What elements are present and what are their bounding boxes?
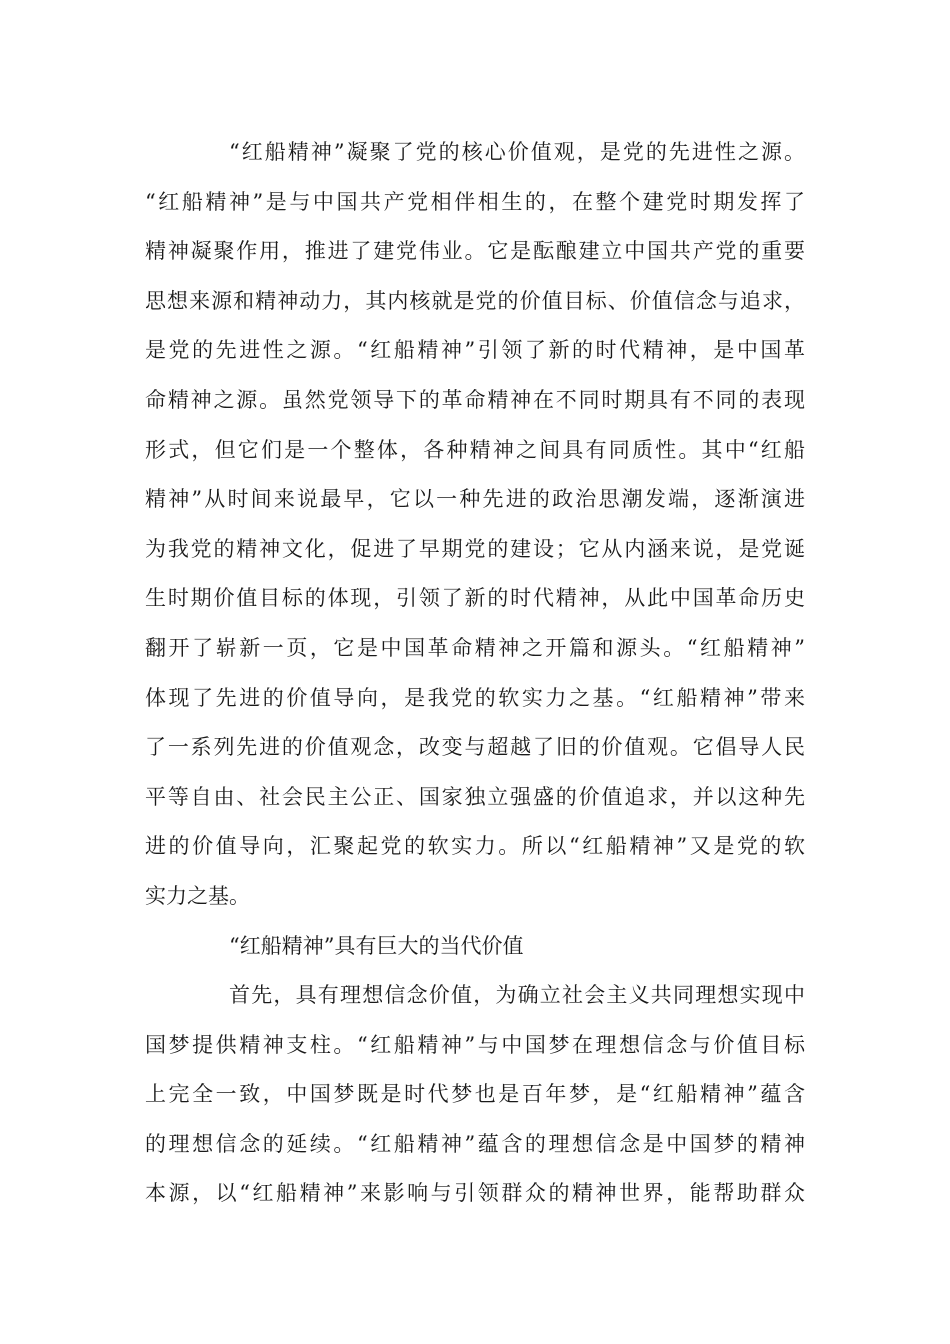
text-line: 命精神之源。虽然党领导下的革命精神在不同时期具有不同的表现 [145,387,805,412]
text-line: 上完全一致，中国梦既是时代梦也是百年梦，是“红船精神”蕴含 [145,1082,805,1107]
text-line: “红船精神”凝聚了党的核心价值观，是党的先进性之源。 [229,140,805,164]
text-line: “红船精神”是与中国共产党相伴相生的，在整个建党时期发挥了 [145,189,805,214]
text-line: 平等自由、社会民主公正、国家独立强盛的价值追求，并以这种先 [145,784,805,809]
text-line: 进的价值导向，汇聚起党的软实力。所以“红船精神”又是党的软 [145,834,805,859]
text-line: 的理想信念的延续。“红船精神”蕴含的理想信念是中国梦的精神 [145,1131,805,1156]
section-heading [145,922,805,972]
text-line: 实力之基。 [145,883,250,908]
text-line: 了一系列先进的价值观念，改变与超越了旧的价值观。它倡导人民 [145,735,805,760]
text-line: 为我党的精神文化，促进了早期党的建设；它从内涵来说，是党诞 [145,536,805,561]
text-line: 精神”从时间来说最早，它以一种先进的政治思潮发端，逐渐演进 [145,487,805,512]
document-body [145,128,805,1219]
text-line: 本源，以“红船精神”来影响与引领群众的精神世界，能帮助群众 [145,1181,805,1206]
text-line: 形式，但它们是一个整体，各种精神之间具有同质性。其中“红船 [145,437,805,462]
text-line: 思想来源和精神动力，其内核就是党的价值目标、价值信念与追求， [145,288,805,313]
heading-line: “红船精神”具有巨大的当代价值 [229,933,524,958]
text-line: 是党的先进性之源。“红船精神”引领了新的时代精神，是中国革 [145,338,805,363]
paragraph-ideals-value [145,971,805,1219]
text-line: 翻开了崭新一页，它是中国革命精神之开篇和源头。“红船精神” [145,635,805,660]
paragraph-red-boat-core-values [145,128,805,922]
text-line: 体现了先进的价值导向，是我党的软实力之基。“红船精神”带来 [145,685,805,710]
text-line: 精神凝聚作用，推进了建党伟业。它是酝酿建立中国共产党的重要 [145,239,805,264]
text-line: 生时期价值目标的体现，引领了新的时代精神，从此中国革命历史 [145,586,805,611]
text-line: 首先，具有理想信念价值，为确立社会主义共同理想实现中 [229,983,805,1008]
text-line: 国梦提供精神支柱。“红船精神”与中国梦在理想信念与价值目标 [145,1032,805,1057]
